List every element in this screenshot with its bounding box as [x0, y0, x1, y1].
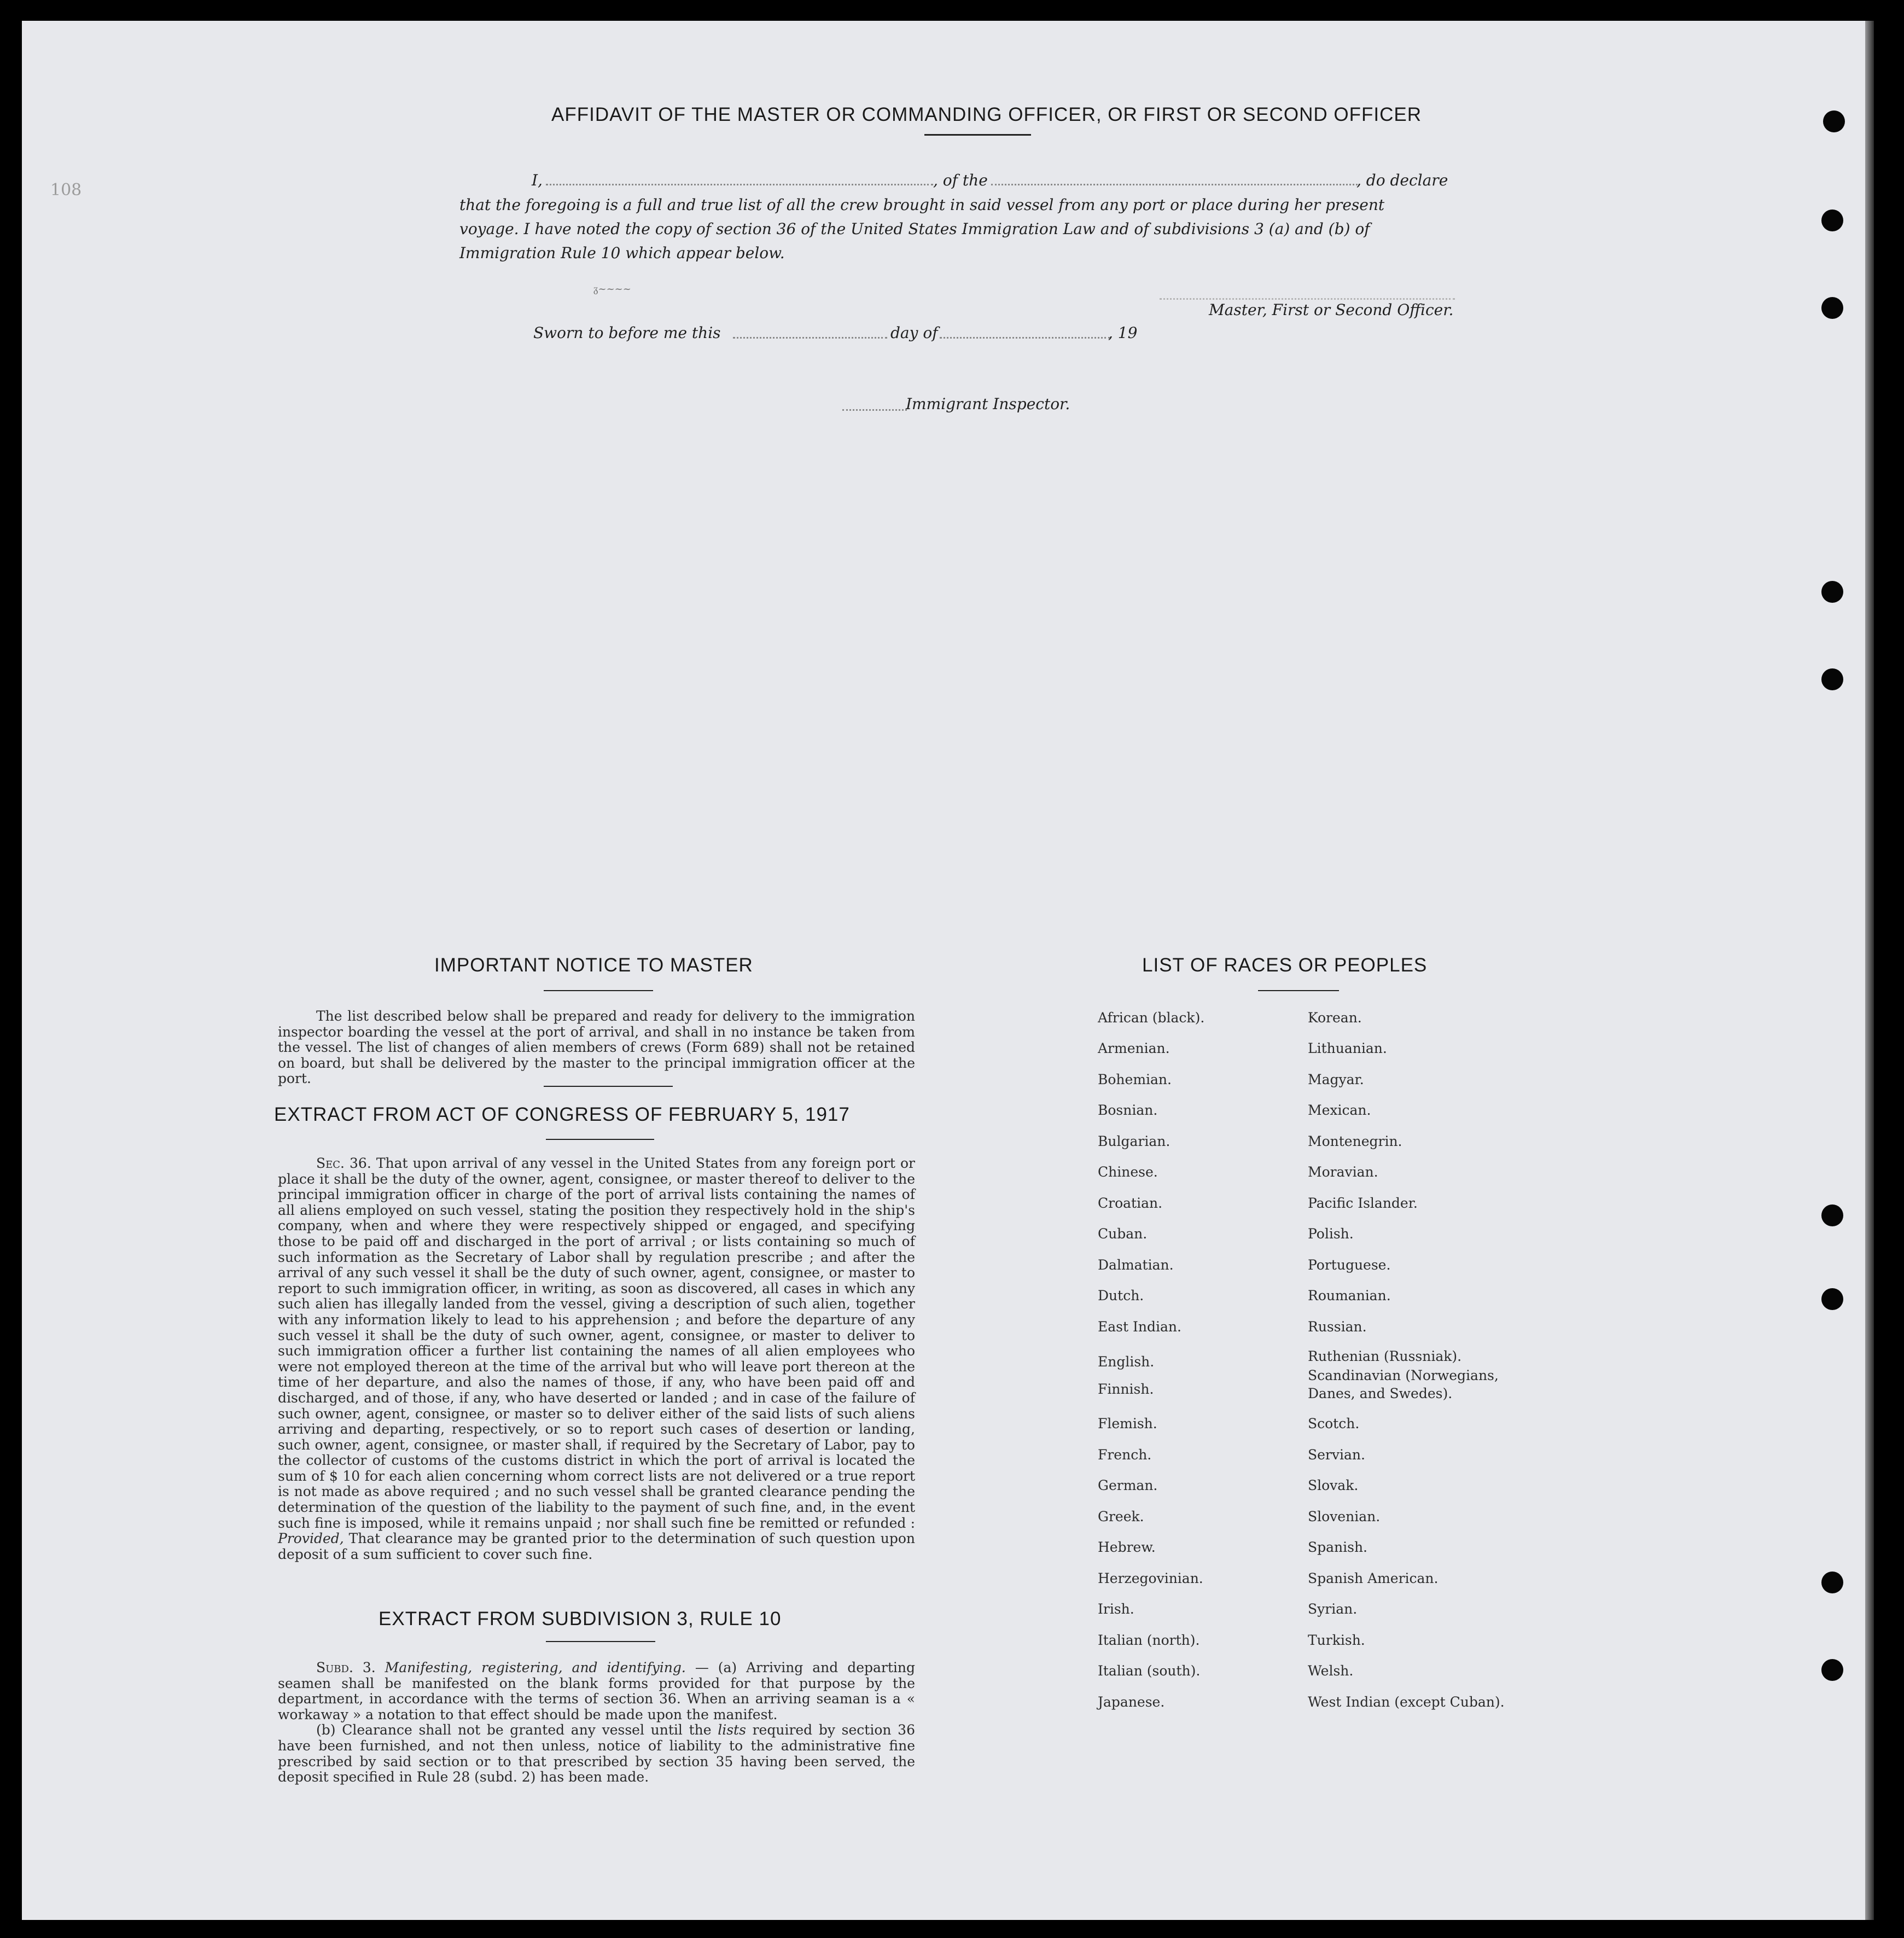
- race-item: Slovak.: [1308, 1477, 1359, 1493]
- race-item: Korean.: [1308, 1010, 1362, 1026]
- race-item: Italian (north).: [1098, 1632, 1200, 1648]
- race-item: English.: [1098, 1354, 1155, 1370]
- do-declare-label: , do declare: [1356, 171, 1448, 189]
- rule-extract-title: EXTRACT FROM SUBDIVISION 3, RULE 10: [379, 1608, 782, 1629]
- race-item: Greek.: [1098, 1509, 1144, 1524]
- name-blank: [546, 184, 933, 185]
- master-signature-label: Master, First or Second Officer.: [1209, 301, 1454, 319]
- race-item: Spanish American.: [1308, 1570, 1439, 1586]
- race-item: Pacific Islander.: [1308, 1195, 1418, 1211]
- race-item: Russian.: [1308, 1319, 1367, 1335]
- race-item: Montenegrin.: [1308, 1133, 1402, 1149]
- sheet-edge: [1865, 21, 1874, 1920]
- race-item: Slovenian.: [1308, 1509, 1381, 1524]
- signature-blank: [1160, 298, 1455, 300]
- race-item: French.: [1098, 1447, 1152, 1463]
- title-underline: [544, 990, 653, 991]
- stray-mark: 108: [50, 181, 82, 200]
- of-the-label: , of the: [933, 171, 988, 189]
- affidavit-line: voyage. I have noted the copy of section 36 of the United States Immigration Law and of subdivisions 3 (a) and (b) of: [459, 220, 1370, 238]
- race-item: Ruthenian (Russniak).: [1308, 1348, 1462, 1364]
- race-item: Herzegovinian.: [1098, 1570, 1203, 1586]
- race-item: Bulgarian.: [1098, 1133, 1171, 1149]
- race-item: Finnish.: [1098, 1381, 1154, 1397]
- day-of-label: day of: [890, 324, 938, 342]
- divider: [544, 1086, 673, 1087]
- affidavit-title: AFFIDAVIT OF THE MASTER OR COMMANDING OFFICER, OR FIRST OR SECOND OFFICER: [551, 104, 1422, 125]
- day-blank: [733, 337, 887, 339]
- race-item: Welsh.: [1308, 1663, 1354, 1679]
- race-item: Scotch.: [1308, 1416, 1360, 1431]
- race-item: East Indian.: [1098, 1319, 1181, 1335]
- punch-hole: [1821, 1572, 1843, 1593]
- scribble-mark: ᵹ~~~~: [593, 283, 631, 295]
- punch-hole: [1821, 581, 1843, 603]
- race-item: Chinese.: [1098, 1164, 1158, 1180]
- title-underline: [924, 134, 1031, 136]
- race-item: Flemish.: [1098, 1416, 1157, 1431]
- race-item: Scandinavian (Norwegians,: [1308, 1367, 1499, 1383]
- punch-hole: [1821, 1288, 1843, 1310]
- act-extract-title: EXTRACT FROM ACT OF CONGRESS OF FEBRUARY 5, 1917: [274, 1104, 850, 1125]
- race-item: Polish.: [1308, 1226, 1354, 1242]
- punch-hole: [1821, 1659, 1843, 1681]
- title-underline: [546, 1641, 655, 1642]
- race-item: Portuguese.: [1308, 1257, 1391, 1273]
- race-item: German.: [1098, 1477, 1158, 1493]
- race-item: Magyar.: [1308, 1072, 1364, 1087]
- race-item: Croatian.: [1098, 1195, 1163, 1211]
- race-item: Armenian.: [1098, 1040, 1170, 1056]
- inspector-label: Immigrant Inspector.: [906, 395, 1070, 413]
- notice-text: The list described below shall be prepared and ready for delivery to the immigration inspector boarding the vessel at the port of arrival, and shall in no instance be taken from the vessel. The list of changes of alien members of crews (Form 689) shall not be retained on board, but shall be delivered by the master to the principal immigration officer at the port.: [278, 1008, 915, 1087]
- title-underline: [1258, 990, 1339, 991]
- document-sheet: [22, 21, 1865, 1920]
- affidavit-line: Immigration Rule 10 which appear below.: [459, 244, 785, 262]
- act-extract-text: [278, 1156, 915, 1562]
- subd-a-text: — (a) Arriving and departing seamen shall be manifested on the blank forms provided for that purpose by the department, in accordance with the terms of section 36. When an arriving seaman is a « workaway » a notation to that effect should be made upon the manifest.: [278, 1660, 915, 1722]
- subd-b-text: (b) Clearance shall not be granted any vessel until the: [316, 1722, 712, 1738]
- punch-hole: [1821, 297, 1843, 319]
- race-item: Cuban.: [1098, 1226, 1148, 1242]
- month-blank: [940, 337, 1110, 339]
- lists-word: lists: [718, 1722, 746, 1738]
- race-item: Japanese.: [1098, 1694, 1165, 1710]
- subd-heading: Manifesting, registering, and identifying.: [385, 1660, 686, 1675]
- vessel-blank: [991, 184, 1358, 185]
- punch-hole: [1823, 110, 1845, 132]
- race-item: Dalmatian.: [1098, 1257, 1174, 1273]
- affidavit-i-label: I,: [532, 171, 543, 189]
- race-item: Spanish.: [1308, 1539, 1368, 1555]
- sworn-label: Sworn to before me this: [533, 324, 721, 342]
- race-item: Italian (south).: [1098, 1663, 1201, 1679]
- notice-title: IMPORTANT NOTICE TO MASTER: [434, 955, 753, 976]
- race-item: Bohemian.: [1098, 1072, 1172, 1087]
- race-item: Irish.: [1098, 1601, 1134, 1617]
- subd-b-text-end: required by section 36 have been furnished, and not then unless, notice of liability to the administrative fine prescribed by said section or to that prescribed by section 35 having been served, the deposit specified in Rule 28 (subd. 2) has been made.: [278, 1722, 915, 1785]
- race-item: Servian.: [1308, 1447, 1365, 1463]
- year-label: , 19: [1108, 324, 1138, 342]
- race-item: Turkish.: [1308, 1632, 1365, 1648]
- provided-word: Provided,: [278, 1530, 344, 1547]
- sec-text-end: That clearance may be granted prior to the determination of such question upon deposit of a sum sufficient to cover such fine.: [278, 1530, 915, 1562]
- title-underline: [546, 1139, 654, 1140]
- race-item: Hebrew.: [1098, 1539, 1156, 1555]
- race-item: West Indian (except Cuban).: [1308, 1694, 1505, 1710]
- rule-extract-text: [278, 1660, 915, 1785]
- affidavit-line: that the foregoing is a full and true list of all the crew brought in said vessel from any port or place during her present: [459, 196, 1385, 214]
- punch-hole: [1821, 668, 1843, 690]
- race-item: African (black).: [1098, 1010, 1205, 1026]
- punch-hole: [1821, 209, 1843, 231]
- inspector-blank: [842, 409, 907, 411]
- subd-label: Subd. 3.: [316, 1660, 376, 1675]
- race-item: Danes, and Swedes).: [1308, 1386, 1453, 1401]
- sec-text: That upon arrival of any vessel in the United States from any foreign port or place it shall be the duty of the owner, agent, consignee, or master thereof to deliver to the principal immigration officer in charge of the port of arrival lists containing the names of all aliens employed on such vessel, stating the position they respectively hold in the ship's company, when and where they were respectively shipped or engaged, and specifying those to be paid off and discharged in the port of arrival ; or lists containing so much of such information as the Secretary of Labor shall by regulation prescribe ; and after the arrival of any such vessel it shall be the duty of such owner, agent, consignee, or master to report to such immigration officer, in writing, as soon as discovered, all cases in which any such alien has illegally landed from the vessel, giving a description of such alien, together with any information likely to lead to his apprehension ; and before the departure of any such vessel it shall be the duty of such owner, agent, consignee, or master to deliver to such immigration officer a further list containing the names of all alien employees who were not employed thereon at the time of the arrival but who will leave port thereon at the time of her departure, and also the names of those, if any, who have been paid off and discharged, and of those, if any, who have deserted or landed ; and in case of the failure of such owner, agent, consignee, or master so to deliver either of the said lists of such aliens arriving and departing, respectively, or so to report such cases of desertion or landing, such owner, agent, consignee, or master shall, if required by the Secretary of Labor, pay to the collector of customs of the customs district in which the port of arrival is located the sum of $ 10 for each alien concerning whom correct lists are not delivered or a true report is not made as above required ; and no such vessel shall be granted clearance pending the determination of the question of the liability to the payment of such fine, and, in the event such fine is imposed, while it remains unpaid ; nor shall such fine be remitted or refunded :: [278, 1155, 915, 1531]
- race-item: Roumanian.: [1308, 1288, 1391, 1303]
- race-item: Dutch.: [1098, 1288, 1144, 1303]
- race-item: Syrian.: [1308, 1601, 1358, 1617]
- race-item: Lithuanian.: [1308, 1040, 1387, 1056]
- punch-hole: [1821, 1204, 1843, 1226]
- sec-label: Sec. 36.: [316, 1155, 371, 1171]
- race-item: Moravian.: [1308, 1164, 1378, 1180]
- race-item: Bosnian.: [1098, 1102, 1158, 1118]
- races-title: LIST OF RACES OR PEOPLES: [1142, 955, 1428, 976]
- race-item: Mexican.: [1308, 1102, 1371, 1118]
